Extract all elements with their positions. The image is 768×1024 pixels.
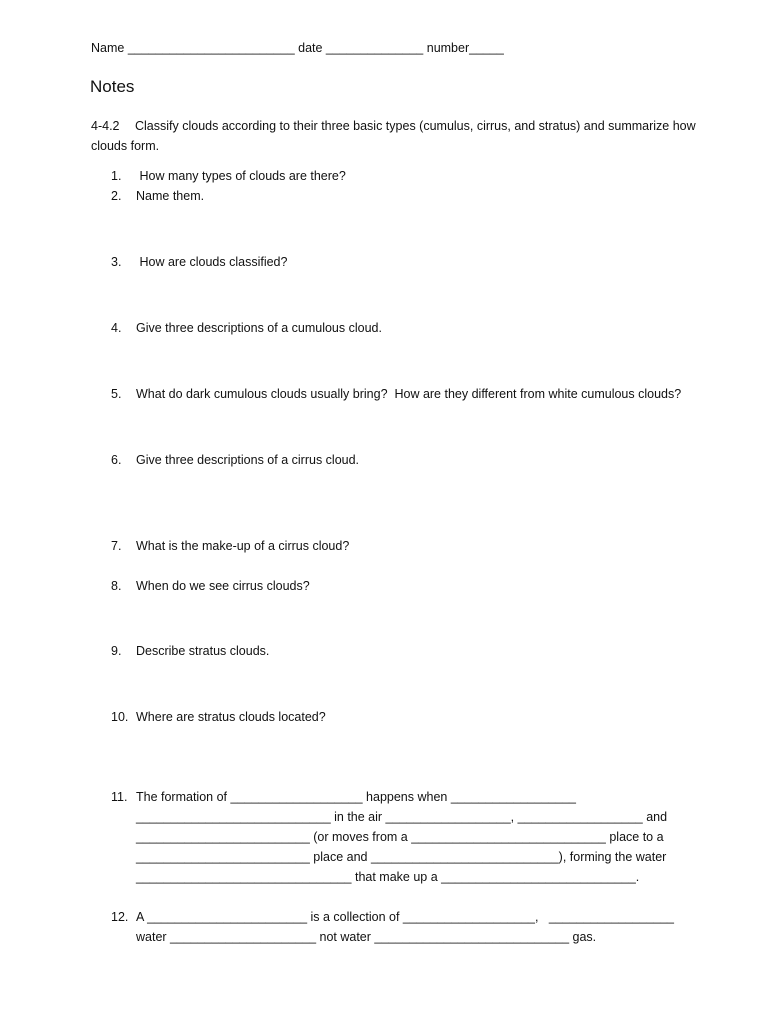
question-9 <box>111 644 269 658</box>
question-number: 10. <box>111 710 129 724</box>
fill-in-line: water _____________________ not water ____________________________ gas. <box>136 930 597 944</box>
question-number: 7. <box>111 539 122 553</box>
question-number: 3. <box>111 255 122 269</box>
question-7 <box>111 539 349 553</box>
question-number: 6. <box>111 453 122 467</box>
standard-code: 4-4.2 <box>91 119 120 133</box>
question-2 <box>111 189 204 203</box>
question-number: 11. <box>111 790 128 804</box>
page-title: Notes <box>90 77 135 96</box>
fill-in-line: _________________________ (or moves from a ____________________________ place to a <box>136 830 664 844</box>
fill-in-line: _________________________ place and ___________________________), forming the water <box>136 850 667 864</box>
question-text: How many types of clouds are there? <box>136 169 346 183</box>
header-name-date-number: Name ________________________ date ______________ number_____ <box>91 41 504 55</box>
question-number: 8. <box>111 579 122 593</box>
question-number: 5. <box>111 387 122 401</box>
question-text: What is the make-up of a cirrus cloud? <box>136 539 350 553</box>
question-text: Give three descriptions of a cirrus cloud. <box>136 453 360 467</box>
question-10 <box>111 710 326 724</box>
question-4 <box>111 321 382 335</box>
question-number: 12. <box>111 910 129 924</box>
question-number: 2. <box>111 189 122 203</box>
question-number: 9. <box>111 644 122 658</box>
question-3 <box>111 255 287 269</box>
fill-in-line: _______________________________ that make up a ____________________________. <box>136 870 640 884</box>
question-text: When do we see cirrus clouds? <box>136 579 310 593</box>
question-8 <box>111 579 310 593</box>
question-text: Name them. <box>136 189 205 203</box>
question-5 <box>111 387 681 401</box>
question-text: How are clouds classified? <box>136 255 288 269</box>
question-text: Where are stratus clouds located? <box>136 710 326 724</box>
question-number: 4. <box>111 321 122 335</box>
standard-statement <box>91 116 711 156</box>
question-6 <box>111 453 359 467</box>
fill-in-line: ____________________________ in the air __________________, __________________ and <box>136 810 668 824</box>
fill-in-line: A _______________________ is a collection of ___________________, __________________ <box>136 910 675 924</box>
standard-text: Classify clouds according to their three basic types (cumulus, cirrus, and stratus) and summarize how clouds form. <box>91 119 696 153</box>
question-1 <box>111 169 346 183</box>
question-text: Describe stratus clouds. <box>136 644 270 658</box>
question-text: What do dark cumulous clouds usually bring? How are they different from white cumulous clouds? <box>136 387 682 401</box>
question-number: 1. <box>111 169 122 183</box>
question-text: Give three descriptions of a cumulous cloud. <box>136 321 382 335</box>
fill-in-line: The formation of ___________________ happens when __________________ <box>136 790 576 804</box>
